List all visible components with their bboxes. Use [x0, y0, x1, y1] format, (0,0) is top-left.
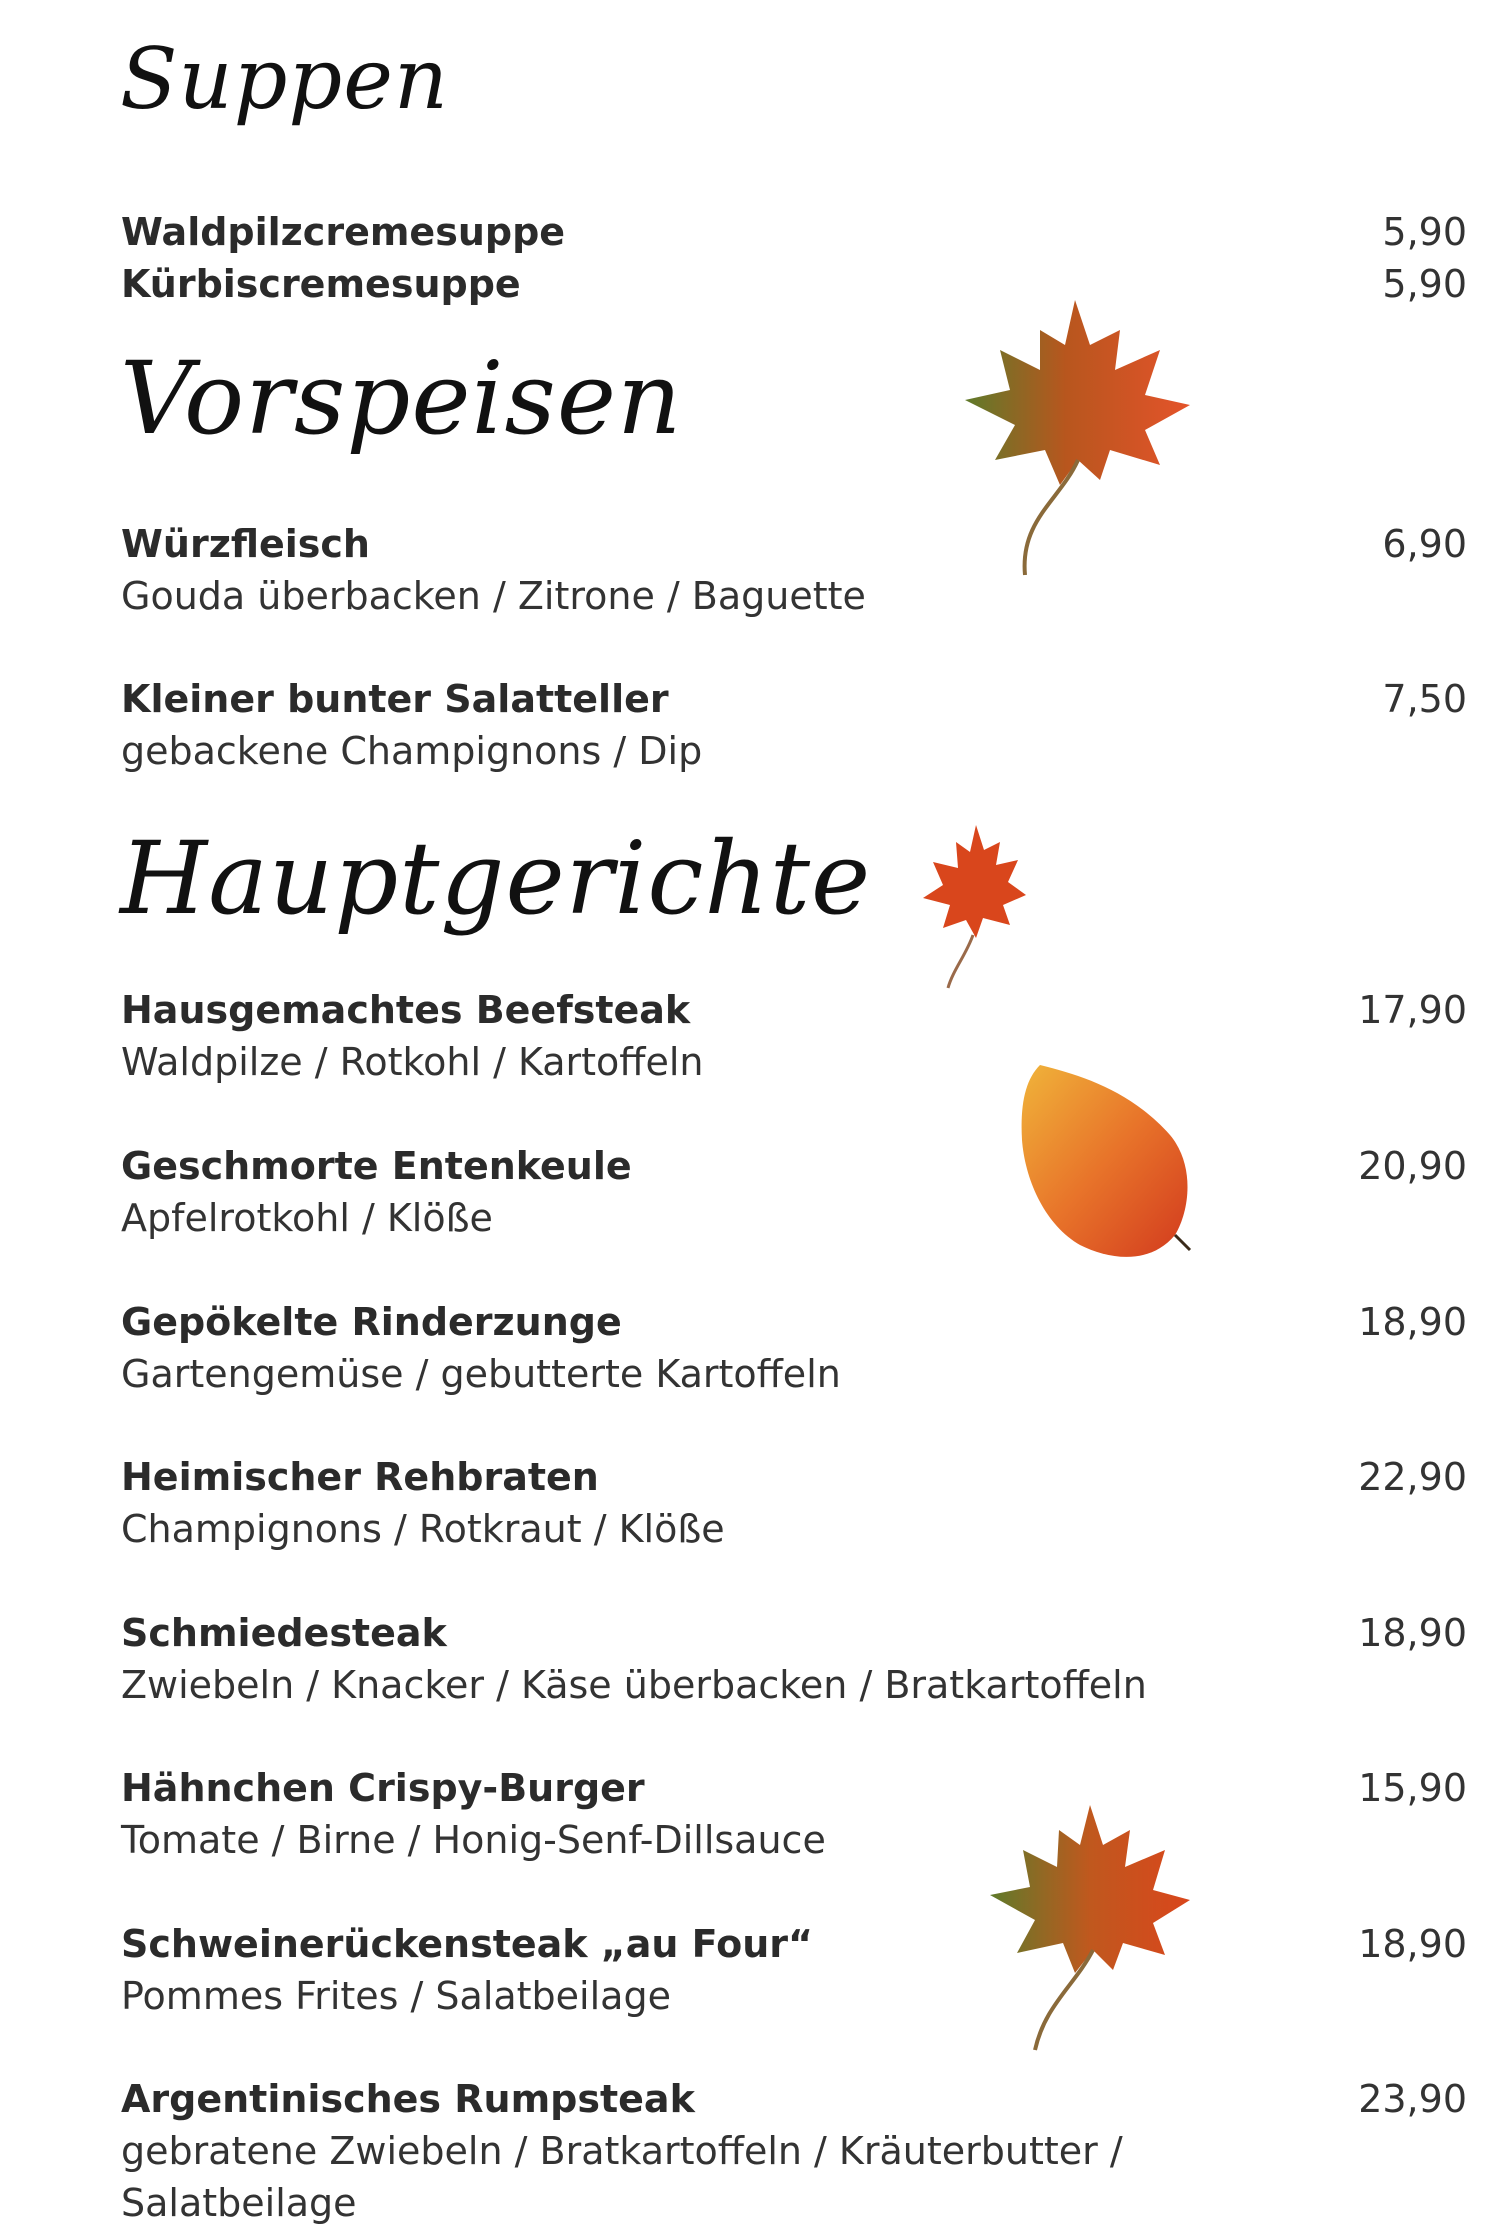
menu-item-price: 15,90 — [1358, 1766, 1467, 1810]
menu-item-description: gebratene Zwiebeln / Bratkartoffeln / Kräuterbutter / Salatbeilage — [121, 2129, 1123, 2225]
menu-item-name: Geschmorte Entenkeule — [121, 1144, 632, 1188]
section-heading-starters: Vorspeisen — [120, 340, 683, 457]
menu-item-name: Hausgemachtes Beefsteak — [121, 988, 691, 1032]
menu-item-name: Argentinisches Rumpsteak — [121, 2077, 695, 2121]
menu-item — [121, 258, 1467, 310]
menu-item-price: 18,90 — [1358, 1922, 1467, 1966]
menu-item-description: Tomate / Birne / Honig-Senf-Dillsauce — [121, 1818, 826, 1862]
menu-item — [121, 1918, 1467, 2022]
section-heading-mains: Hauptgerichte — [120, 820, 872, 937]
menu-item-price: 5,90 — [1382, 262, 1467, 306]
menu-item-description: Zwiebeln / Knacker / Käse überbacken / Bratkartoffeln — [121, 1663, 1147, 1707]
menu-item — [121, 206, 1467, 258]
menu-item-price: 20,90 — [1358, 1144, 1467, 1188]
menu-item-price: 18,90 — [1358, 1611, 1467, 1655]
menu-item — [121, 984, 1467, 1088]
menu-item-description: Waldpilze / Rotkohl / Kartoffeln — [121, 1040, 704, 1084]
menu-item-name: Schweinerückensteak „au Four“ — [121, 1922, 813, 1966]
menu-item — [121, 1296, 1467, 1400]
menu-item-description: Gouda überbacken / Zitrone / Baguette — [121, 574, 866, 618]
menu-item — [121, 518, 1467, 622]
menu-item — [121, 1762, 1467, 1866]
menu-item-price: 7,50 — [1382, 677, 1467, 721]
menu-item-name: Würzfleisch — [121, 522, 370, 566]
menu-item-description: Pommes Frites / Salatbeilage — [121, 1974, 671, 2018]
maple-leaf-icon — [975, 1795, 1195, 2055]
menu-item-description: Gartengemüse / gebutterte Kartoffeln — [121, 1352, 841, 1396]
menu-item-name: Kürbiscremesuppe — [121, 262, 521, 306]
menu-item-price: 23,90 — [1358, 2077, 1467, 2121]
menu-item-description: Apfelrotkohl / Klöße — [121, 1196, 493, 1240]
menu-item — [121, 1140, 1467, 1244]
menu-item-name: Waldpilzcremesuppe — [121, 210, 566, 254]
section-heading-soups: Suppen — [120, 30, 449, 128]
menu-item-price: 17,90 — [1358, 988, 1467, 1032]
menu-item-price: 18,90 — [1358, 1300, 1467, 1344]
menu-item-name: Hähnchen Crispy-Burger — [121, 1766, 645, 1810]
menu-item — [121, 1451, 1467, 1555]
menu-item-price: 5,90 — [1382, 210, 1467, 254]
menu-item-price: 22,90 — [1358, 1455, 1467, 1499]
menu-item — [121, 2073, 1467, 2229]
menu-item-name: Gepökelte Rinderzunge — [121, 1300, 622, 1344]
menu-item-description: gebackene Champignons / Dip — [121, 729, 703, 773]
menu-item — [121, 673, 1467, 777]
menu-item-price: 6,90 — [1382, 522, 1467, 566]
menu-item-name: Kleiner bunter Salatteller — [121, 677, 669, 721]
menu-item — [121, 1607, 1467, 1711]
birch-leaf-icon — [1010, 1060, 1200, 1270]
menu-item-name: Heimischer Rehbraten — [121, 1455, 599, 1499]
menu-item-name: Schmiedesteak — [121, 1611, 447, 1655]
small-maple-leaf-icon — [918, 820, 1028, 990]
maple-leaf-icon — [950, 290, 1200, 580]
menu-item-description: Champignons / Rotkraut / Klöße — [121, 1507, 725, 1551]
